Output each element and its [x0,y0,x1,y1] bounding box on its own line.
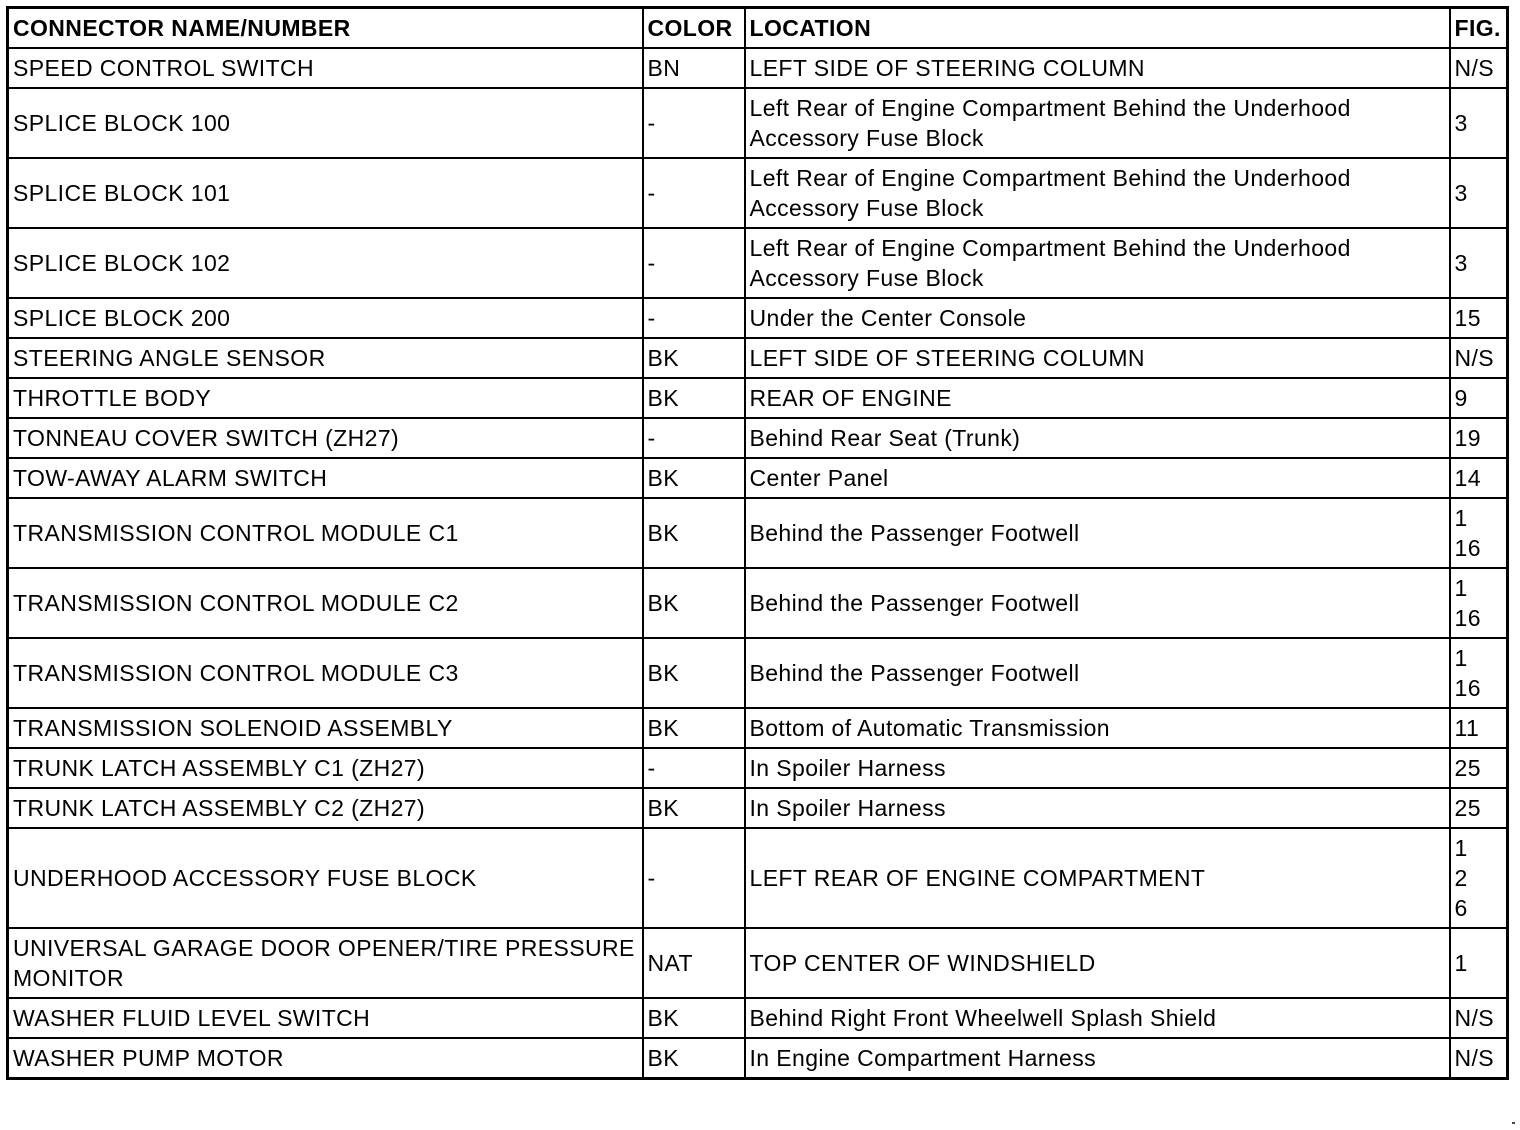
cell-color: BN [643,48,745,88]
corner-mark [1512,1122,1515,1124]
cell-connector-name: TRUNK LATCH ASSEMBLY C2 (ZH27) [8,788,643,828]
cell-fig [1450,498,1508,568]
cell-location: Bottom of Automatic Transmission [745,708,1450,748]
cell-color: BK [643,1038,745,1079]
table-row [8,338,1508,378]
fig-value: 9 [1454,385,1468,411]
table-row [8,928,1508,998]
header-connector-name: CONNECTOR NAME/NUMBER [8,8,643,49]
cell-color: - [643,228,745,298]
cell-connector-name: TRANSMISSION SOLENOID ASSEMBLY [8,708,643,748]
cell-color: - [643,88,745,158]
cell-location: Left Rear of Engine Compartment Behind the Underhood Accessory Fuse Block [745,88,1450,158]
cell-fig [1450,158,1508,228]
cell-color: BK [643,708,745,748]
cell-fig [1450,418,1508,458]
cell-fig [1450,298,1508,338]
fig-value: 1 [1454,575,1468,601]
cell-color: - [643,828,745,928]
cell-connector-name: TRANSMISSION CONTROL MODULE C1 [8,498,643,568]
cell-color: BK [643,338,745,378]
table-row [8,158,1508,228]
fig-value: N/S [1454,1005,1495,1031]
header-row [8,8,1508,49]
table-row [8,498,1508,568]
cell-color: - [643,418,745,458]
cell-location: TOP CENTER OF WINDSHIELD [745,928,1450,998]
cell-fig [1450,228,1508,298]
fig-value: 16 [1454,605,1481,631]
cell-connector-name: TRANSMISSION CONTROL MODULE C3 [8,638,643,708]
fig-value: N/S [1454,55,1495,81]
table-row [8,788,1508,828]
cell-color: BK [643,568,745,638]
cell-fig [1450,998,1508,1038]
cell-connector-name: SPLICE BLOCK 102 [8,228,643,298]
cell-location: LEFT SIDE OF STEERING COLUMN [745,48,1450,88]
cell-location: REAR OF ENGINE [745,378,1450,418]
fig-value: 3 [1454,180,1468,206]
cell-connector-name: THROTTLE BODY [8,378,643,418]
cell-fig [1450,568,1508,638]
table-row [8,88,1508,158]
cell-fig [1450,708,1508,748]
cell-connector-name: UNDERHOOD ACCESSORY FUSE BLOCK [8,828,643,928]
cell-color: - [643,298,745,338]
fig-value: 2 [1454,865,1468,891]
table-row [8,418,1508,458]
cell-connector-name: SPLICE BLOCK 200 [8,298,643,338]
fig-value: 25 [1454,755,1481,781]
fig-value: 6 [1454,895,1468,921]
cell-fig [1450,788,1508,828]
cell-color: - [643,748,745,788]
table-row [8,998,1508,1038]
cell-location: Center Panel [745,458,1450,498]
cell-color: BK [643,788,745,828]
fig-value: 25 [1454,795,1481,821]
fig-value: 1 [1454,645,1468,671]
cell-location: Behind the Passenger Footwell [745,638,1450,708]
table-row [8,708,1508,748]
fig-value: 3 [1454,110,1468,136]
table-row [8,828,1508,928]
table-row [8,378,1508,418]
connector-location-table [6,6,1509,1080]
cell-fig [1450,928,1508,998]
fig-value: 16 [1454,535,1481,561]
cell-fig [1450,458,1508,498]
fig-value: 16 [1454,675,1481,701]
table-row [8,568,1508,638]
fig-value: 1 [1454,950,1468,976]
cell-connector-name: UNIVERSAL GARAGE DOOR OPENER/TIRE PRESSURE MONITOR [8,928,643,998]
fig-value: 1 [1454,835,1468,861]
table-body [8,48,1508,1079]
cell-color: BK [643,998,745,1038]
cell-fig [1450,1038,1508,1079]
header-color: COLOR [643,8,745,49]
cell-color: BK [643,378,745,418]
cell-connector-name: SPLICE BLOCK 100 [8,88,643,158]
cell-connector-name: SPEED CONTROL SWITCH [8,48,643,88]
cell-connector-name: TOW-AWAY ALARM SWITCH [8,458,643,498]
cell-fig [1450,378,1508,418]
cell-connector-name: WASHER PUMP MOTOR [8,1038,643,1079]
fig-value: 14 [1454,465,1481,491]
fig-value: 15 [1454,305,1481,331]
cell-location: Behind the Passenger Footwell [745,568,1450,638]
table-row [8,458,1508,498]
cell-connector-name: TONNEAU COVER SWITCH (ZH27) [8,418,643,458]
cell-fig [1450,48,1508,88]
cell-color: NAT [643,928,745,998]
fig-value: 3 [1454,250,1468,276]
fig-value: N/S [1454,1045,1495,1071]
cell-fig [1450,88,1508,158]
cell-location: Left Rear of Engine Compartment Behind the Underhood Accessory Fuse Block [745,158,1450,228]
fig-value: 11 [1454,715,1480,741]
header-location: LOCATION [745,8,1450,49]
cell-location: Behind the Passenger Footwell [745,498,1450,568]
cell-location: Behind Rear Seat (Trunk) [745,418,1450,458]
header-fig: FIG. [1450,8,1508,49]
cell-fig [1450,338,1508,378]
cell-connector-name: SPLICE BLOCK 101 [8,158,643,228]
cell-location: Left Rear of Engine Compartment Behind the Underhood Accessory Fuse Block [745,228,1450,298]
cell-connector-name: TRANSMISSION CONTROL MODULE C2 [8,568,643,638]
table-row [8,298,1508,338]
cell-location: In Spoiler Harness [745,788,1450,828]
cell-connector-name: WASHER FLUID LEVEL SWITCH [8,998,643,1038]
cell-fig [1450,828,1508,928]
cell-location: Under the Center Console [745,298,1450,338]
table-row [8,228,1508,298]
cell-location: In Spoiler Harness [745,748,1450,788]
cell-fig [1450,638,1508,708]
table-row [8,48,1508,88]
table-row [8,1038,1508,1079]
cell-color: - [643,158,745,228]
fig-value: N/S [1454,345,1495,371]
table-row [8,748,1508,788]
cell-location: LEFT SIDE OF STEERING COLUMN [745,338,1450,378]
cell-location: In Engine Compartment Harness [745,1038,1450,1079]
fig-value: 19 [1454,425,1481,451]
cell-color: BK [643,638,745,708]
table-row [8,638,1508,708]
cell-connector-name: STEERING ANGLE SENSOR [8,338,643,378]
cell-connector-name: TRUNK LATCH ASSEMBLY C1 (ZH27) [8,748,643,788]
cell-location: LEFT REAR OF ENGINE COMPARTMENT [745,828,1450,928]
cell-color: BK [643,458,745,498]
cell-location: Behind Right Front Wheelwell Splash Shield [745,998,1450,1038]
cell-fig [1450,748,1508,788]
fig-value: 1 [1454,505,1468,531]
cell-color: BK [643,498,745,568]
